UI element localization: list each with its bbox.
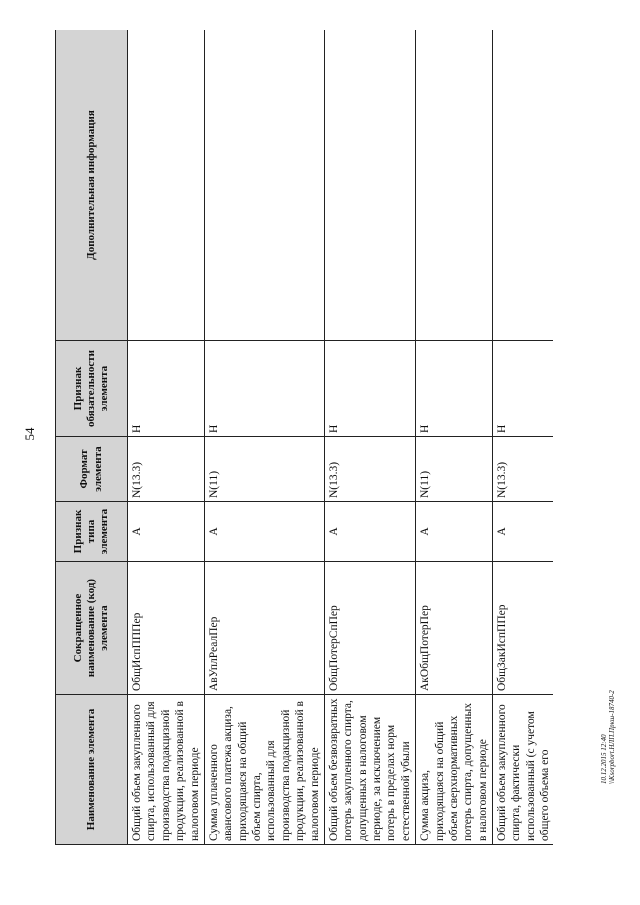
header-format: Формат элемента [56,437,128,502]
table-region [55,30,553,845]
header-type-flag: Признак типа элемента [56,502,128,562]
cell-required-flag: Н [128,341,205,437]
cell-format: N(13.3) [128,437,205,502]
rotated-table-container [55,30,553,845]
cell-name: Общий объем закупленного спирта, использованный для производства подакцизной продукции, реализованной в налоговом периоде [128,695,205,845]
cell-type-flag: А [128,502,205,562]
cell-type-flag: А [324,502,415,562]
cell-required-flag: Н [204,341,324,437]
cell-type-flag: А [493,502,554,562]
cell-short-name: ОбщПотерСпПер [324,562,415,695]
cell-extra-info [416,30,493,341]
cell-format: N(11) [416,437,493,502]
cell-short-name: АкОбщПотерПер [416,562,493,695]
cell-extra-info [493,30,554,341]
cell-required-flag: Н [324,341,415,437]
cell-name: Общий объем закупленного спирта, фактически использованный (с учетом общего объема его [493,695,554,845]
table-row [324,30,415,845]
cell-name: Общий объем безвозвратных потерь закупленного спирта, допущенных в налоговом периоде, за исключением потерь в пределах норм естественной убыли [324,695,415,845]
footer-stamp [600,690,617,784]
cell-format: N(11) [204,437,324,502]
table-row [128,30,205,845]
cell-name: Сумма уплаченного авансового платежа акциза, приходящаяся на общий объем спирта, использованный для производства подакцизной продукции, реализованной в налоговом периоде [204,695,324,845]
cell-extra-info [324,30,415,341]
header-extra-info: Дополнительная информация [56,30,128,341]
cell-format: N(13.3) [324,437,415,502]
elements-table [55,30,553,845]
table-row [204,30,324,845]
cell-extra-info [128,30,205,341]
table-row [416,30,493,845]
cell-name: Сумма акциза, приходящаяся на общий объем сверхнормативных потерь спирта, допущенных в налоговом периоде [416,695,493,845]
cell-type-flag: А [416,502,493,562]
cell-format: N(13.3) [493,437,554,502]
cell-short-name: ОбщИспПППер [128,562,205,695]
table-row [493,30,554,845]
cell-short-name: АвУплРеалПер [204,562,324,695]
footer-stamp-path: \\Ksorpbort.НЛП.Пркш-18740-2 [608,690,617,784]
header-name: Наименование элемента [56,695,128,845]
footer-stamp-date: 10.12.2015 12:40 [600,734,608,784]
cell-required-flag: Н [493,341,554,437]
cell-required-flag: Н [416,341,493,437]
cell-short-name: ОбщЗакИспППер [493,562,554,695]
header-short-name: Сокращенное наименование (код) элемента [56,562,128,695]
cell-extra-info [204,30,324,341]
header-required-flag: Признак обязательности элемента [56,341,128,437]
page-number: 54 [22,427,37,441]
table-header-row [56,30,128,845]
cell-type-flag: А [204,502,324,562]
